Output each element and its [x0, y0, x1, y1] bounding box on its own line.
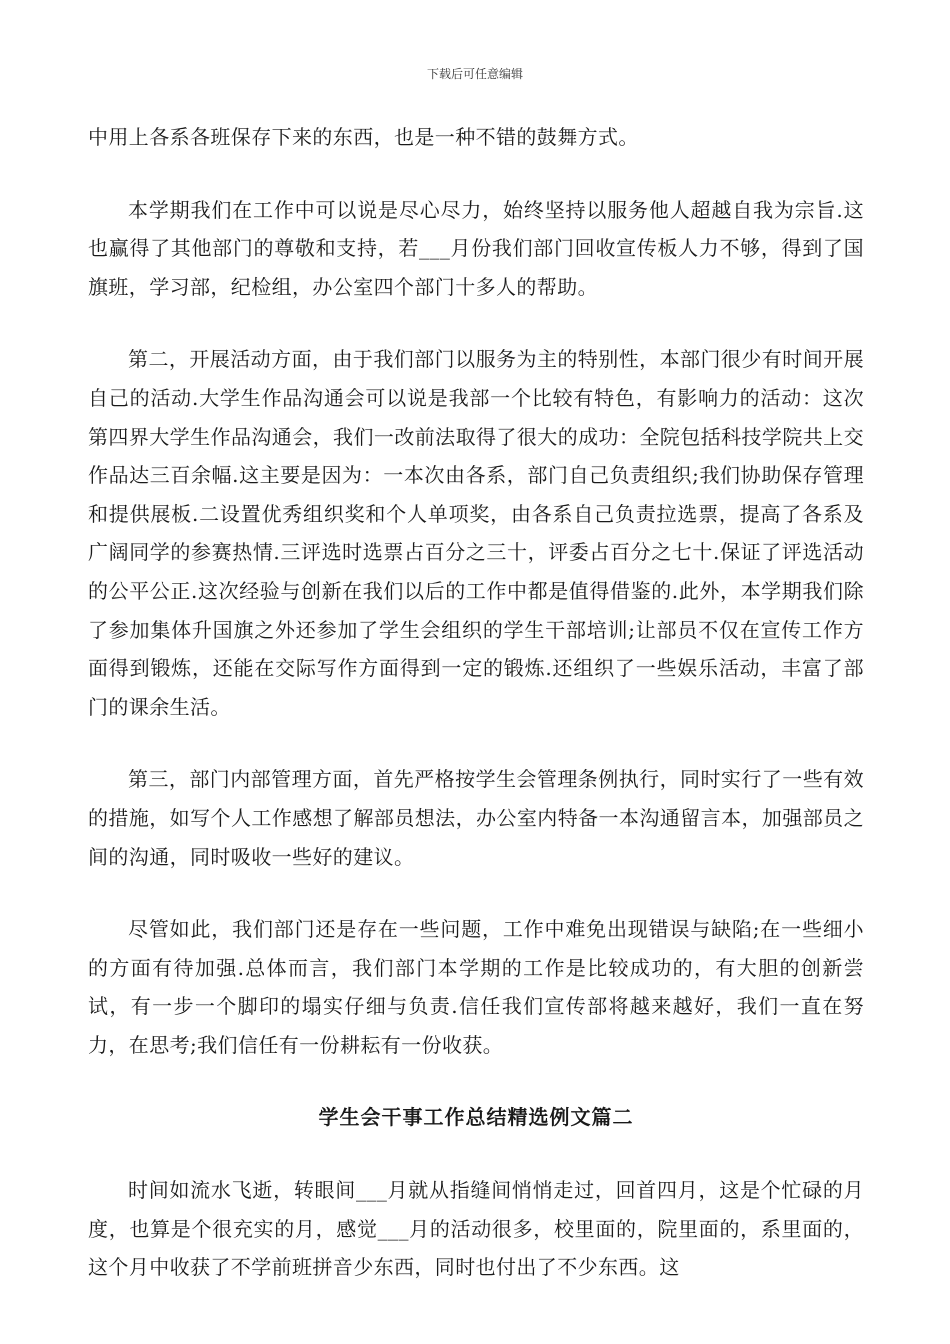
paragraph-time-flies: 时间如流水飞逝，转眼间___月就从指缝间悄悄走过，回首四月，这是个忙碌的月度，也算是个很充实的月，感觉___月的活动很多，校里面的，院里面的，系里面的，这个月中收获了不学前班拼音少东西，同时也付出了不少东西。这	[88, 1178, 864, 1280]
paragraph-service-attitude: 本学期我们在工作中可以说是尽心尽力，始终坚持以服务他人超越自我为宗旨.这也赢得了其他部门的尊敬和支持，若___月份我们部门回收宣传板人力不够，得到了国旗班，学习部，纪检组，办公室四个部门十多人的帮助。	[88, 197, 864, 299]
paragraph-gap	[88, 157, 864, 191]
paragraph-gap	[88, 1064, 864, 1098]
section-title: 学生会干事工作总结精选例文篇二	[318, 1105, 634, 1130]
paragraph-gap	[88, 1137, 864, 1171]
paragraph-continuation: 中用上各系各班保存下来的东西，也是一种不错的鼓舞方式。	[88, 125, 639, 149]
paragraph-activities: 第二，开展活动方面，由于我们部门以服务为主的特别性，本部门很少有时间开展自己的活动.大学生作品沟通会可以说是我部一个比较有特色，有影响力的活动：这次第四界大学生作品沟通会，我们一改前法取得了很大的成功：全院包括科技学院共上交作品达三百余幅.这主要是因为：一本次由各系，部门自己负责组织;我们协助保存管理和提供展板.二设置优秀组织奖和个人单项奖，由各系自己负责拉选票，提高了各系及广阔同学的参赛热情.三评选时选票占百分之三十，评委占百分之七十.保证了评选活动的公平公正.这次经验与创新在我们以后的工作中都是值得借鉴的.此外，本学期我们除了参加集体升国旗之外还参加了学生会组织的学生干部培训;让部员不仅在宣传工作方面得到锻炼，还能在交际写作方面得到一定的锻炼.还组织了一些娱乐活动，丰富了部门的课余生活。	[88, 347, 864, 719]
paragraph-gap	[88, 876, 864, 910]
page-header: 下载后可任意编辑	[426, 67, 523, 81]
document-body	[88, 118, 864, 1287]
paragraph-gap	[88, 726, 864, 760]
paragraph-gap	[88, 306, 864, 340]
paragraph-internal-management: 第三，部门内部管理方面，首先严格按学生会管理条例执行，同时实行了一些有效的措施，如写个人工作感想了解部员想法，办公室内特备一本沟通留言本，加强部员之间的沟通，同时吸收一些好的建议。	[88, 767, 864, 869]
paragraph-problems-summary: 尽管如此，我们部门还是存在一些问题，工作中难免出现错误与缺陷;在一些细小的方面有待加强.总体而言，我们部门本学期的工作是比较成功的，有大胆的创新尝试，有一步一个脚印的塌实仔细与负责.信任我们宣传部将越来越好，我们一直在努力，在思考;我们信任有一份耕耘有一份收获。	[88, 917, 864, 1057]
